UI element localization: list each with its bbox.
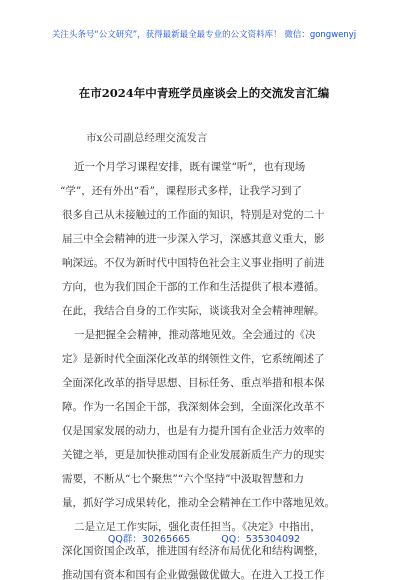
- body-line: 需要，不断从“七个聚焦”“六个坚持”中汲取智慧和力: [62, 473, 304, 485]
- body-line: 在此，我结合自身的工作实际，谈谈我对全会精神理解。: [62, 305, 325, 317]
- body-line: 定》是新时代全面深化改革的纲领性文件，它系统阐述了: [62, 353, 325, 365]
- body-line: 量，抓好学习成果转化，推动全会精神在工作中落地见效。: [62, 497, 335, 509]
- body-line: 响深远。不仅为新时代中国特色社会主义事业指明了前进: [62, 257, 325, 269]
- body-line: 关键之举，更是加快推动国有企业发展新质生产力的现实: [62, 449, 325, 461]
- body-line: 推动国有资本和国有企业做强做优做大。在进入工投工作: [62, 569, 325, 580]
- body-line: 全面深化改革的指导思想、目标任务、重点举措和根本保: [62, 377, 325, 389]
- body-line: 一是把握全会精神，推动落地见效。全会通过的《决: [74, 329, 316, 341]
- footer-qq-number: QQ：535304092: [221, 534, 301, 545]
- body-line: 二是立足工作实际，强化责任担当。《决定》中指出，: [74, 521, 321, 533]
- body-line: 深化国资国企改革，推进国有经济布局优化和结构调整，: [62, 545, 325, 557]
- body-line: 仅是国家发展的动力，也是有力提升国有企业活力效率的: [62, 425, 325, 437]
- document-subtitle: 市x公司副总经理交流发言: [86, 132, 208, 144]
- document-title: 在市2024年中青班学员座谈会上的交流发言汇编: [78, 86, 330, 100]
- body-line: 方向，也为我们国企干部的工作和生活提供了根本遵循。: [62, 281, 325, 293]
- body-line: 近一个月学习课程安排，既有课堂“听”，也有现场: [74, 161, 306, 173]
- footer-qq-group: QQ群：30265665: [107, 534, 191, 545]
- body-line: 届三中全会精神的进一步深入学习，深感其意义重大，影: [62, 233, 325, 245]
- body-line: “学”，还有外出“看”，课程形式多样，让我学习到了: [60, 185, 302, 197]
- footer-contact: [0, 531, 408, 545]
- body-line: 障。作为一名国企干部，我深刻体会到，全面深化改革不: [62, 401, 325, 413]
- header-banner: 关注头条号“公文研究”，获得最新最全最专业的公文资料库！ 微信：gongwenyj: [51, 30, 357, 40]
- body-line: 很多自己从未接触过的工作面的知识，特别是对党的二十: [62, 209, 325, 221]
